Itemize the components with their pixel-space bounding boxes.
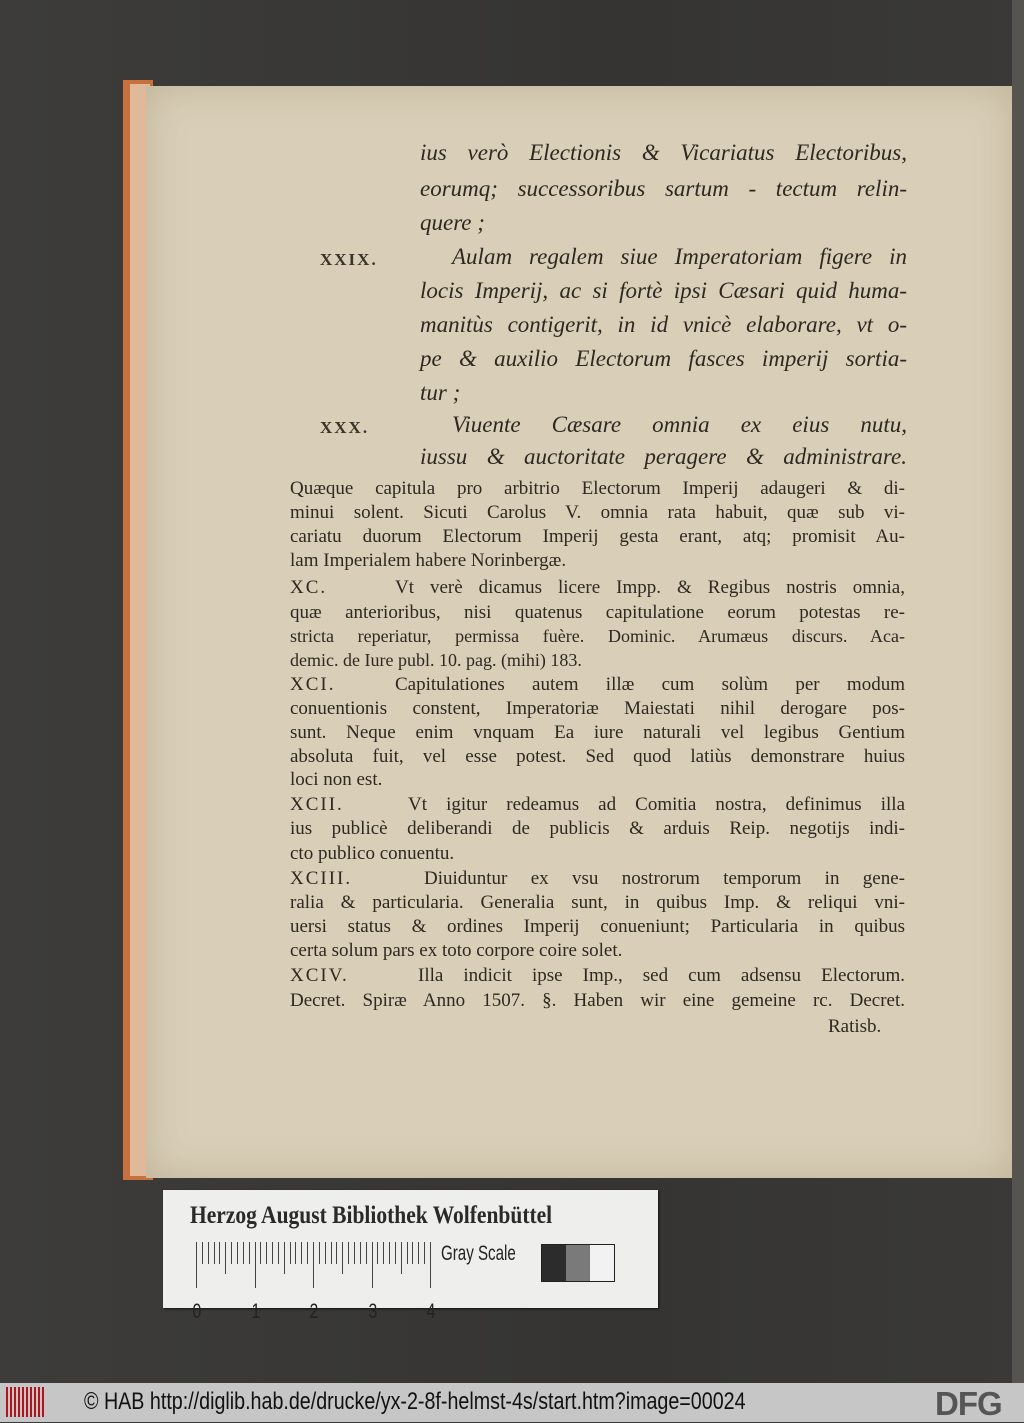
section-number: XCI. [290,674,336,695]
ruler-label: 2 [309,1300,319,1323]
text-line: pe & auxilio Electorum fasces imperij sortia- [420,346,907,371]
ruler-tick [196,1242,197,1288]
ruler-tick [295,1242,296,1264]
ruler-tick [307,1242,308,1264]
ruler-tick [290,1242,291,1264]
section-number: XCIII. [290,868,353,889]
ruler-tick [372,1242,373,1288]
library-scale-card [163,1190,658,1323]
library-name: Herzog August Bibliothek Wolfenbüttel [190,1202,553,1229]
ruler-tick [219,1242,220,1264]
text-line: eorumq; successoribus sartum - tectum relin- [420,176,907,201]
text-line: uersi status & ordines Imperij conueniunt; Particularia in quibus [290,916,905,937]
ruler-tick [266,1242,267,1264]
text-line: minui solent. Sicuti Carolus V. omnia rata habuit, quæ sub vi- [290,502,905,523]
ruler-tick [231,1242,232,1264]
text-line: ius publicè deliberandi de publicis & arduis Reip. negotijs indi- [290,818,905,839]
ruler-tick [301,1242,302,1264]
ruler-tick [260,1242,261,1264]
ruler-tick [401,1242,402,1274]
text-line: Viuente Cæsare omnia ex eius nutu, [452,412,907,437]
ruler-tick [202,1242,203,1264]
text-line: Aulam regalem siue Imperatoriam figere in [452,244,907,269]
ruler-tick [278,1242,279,1264]
text-line: stricta reperiatur, permissa fuère. Dominic. Arumæus discurs. Aca- [290,626,905,646]
ruler-label: 4 [426,1300,436,1323]
ruler-tick [243,1242,244,1264]
ruler-tick [366,1242,367,1264]
section-number: XCIV. [290,965,349,986]
text-line: Capitulationes autem illæ cum solùm per modum [395,674,905,695]
text-line: lam Imperialem habere Norinbergæ. [290,550,567,571]
section-number: XC. [290,577,328,598]
ruler-tick [208,1242,209,1264]
ruler-tick [412,1242,413,1264]
ruler-tick [342,1242,343,1274]
text-line: Quæque capitula pro arbitrio Electorum Imperij adaugeri & di- [290,478,905,499]
ruler-label: 1 [250,1300,260,1323]
gray-swatch [590,1245,614,1281]
ruler-label: 0 [192,1300,202,1323]
ruler-tick [418,1242,419,1264]
ruler-tick [214,1242,215,1264]
text-line: Vt verè dicamus licere Impp. & Regibus nostris omnia, [395,577,905,598]
ruler-tick [377,1242,378,1264]
text-line: Illa indicit ipse Imp., sed cum adsensu Electorum. [418,965,905,986]
section-number: XCII. [290,794,344,815]
text-line: demic. de Iure publ. 10. pag. (mihi) 183. [290,650,582,670]
ruler-tick [325,1242,326,1264]
ruler-tick [395,1242,396,1264]
dfg-logo: DFG [935,1385,1002,1422]
ruler-tick [272,1242,273,1264]
ruler-tick [284,1242,285,1274]
ruler-tick [389,1242,390,1264]
ruler-tick [360,1242,361,1264]
text-line: absoluta fuit, vel esse potest. Sed quod latiùs demonstrare huius [290,746,905,767]
hab-logo-icon [6,1387,46,1417]
text-line: Diuiduntur ex vsu nostrorum temporum in gene- [424,868,905,889]
ruler-tick [348,1242,349,1264]
text-line: sunt. Neque enim vnquam Ea iure naturali vel legibus Gentium [290,722,905,743]
ruler-tick [319,1242,320,1264]
text-line: iussu & auctoritate peragere & administrare. [420,444,907,469]
text-line: loci non est. [290,769,383,790]
gray-swatch [542,1245,566,1281]
ruler-tick [237,1242,238,1264]
section-number: XXIX. [320,250,378,269]
text-line: certa solum pars ex toto corpore coire solet. [290,940,623,961]
text-line: manitùs contigerit, in id vnicè elaborare, vt o- [420,312,907,337]
text-line: Vt igitur redeamus ad Comitia nostra, definimus illa [408,794,905,815]
ruler-tick [249,1242,250,1264]
ruler-tick [354,1242,355,1264]
copyright-link[interactable]: © HAB http://diglib.hab.de/drucke/yx-2-8f-helmst-4s/start.htm?image=00024 [84,1388,746,1415]
ruler-tick [331,1242,332,1264]
ruler-tick [313,1242,314,1288]
text-line: ius verò Electionis & Vicariatus Electoribus, [420,140,907,165]
text-line: cto publico conuentu. [290,843,455,864]
ruler-tick [383,1242,384,1264]
ruler-tick [407,1242,408,1264]
ruler-tick [336,1242,337,1264]
text-line: locis Imperij, ac si fortè ipsi Cæsari quid huma- [420,278,907,303]
adjacent-page-edge [1012,0,1024,1383]
gray-scale-label: Gray Scale [441,1242,516,1265]
ruler-tick [255,1242,256,1288]
text-line: quere ; [420,210,485,235]
ruler-label: 3 [367,1300,377,1323]
section-number: XXX. [320,418,370,437]
text-line: ralia & particularia. Generalia sunt, in quibus Imp. & reliqui vni- [290,892,905,913]
gray-swatch [566,1245,590,1281]
ruler-tick [424,1242,425,1264]
ruler-tick [430,1242,431,1288]
text-line: cariatu duorum Electorum Imperij gesta erant, atq; promisit Au- [290,526,905,547]
catchword: Ratisb. [828,1016,882,1037]
text-line: quæ anterioribus, nisi quatenus capitulatione eorum potestas re- [290,602,905,623]
text-line: Decret. Spiræ Anno 1507. §. Haben wir eine gemeine rc. Decret. [290,990,905,1011]
text-line: tur ; [420,380,461,405]
gray-scale-swatches [541,1244,615,1282]
ruler-tick [225,1242,226,1274]
footer-bar [0,1383,1024,1422]
text-line: conuentionis constent, Imperatoriæ Maiestati nihil derogare pos- [290,698,905,719]
